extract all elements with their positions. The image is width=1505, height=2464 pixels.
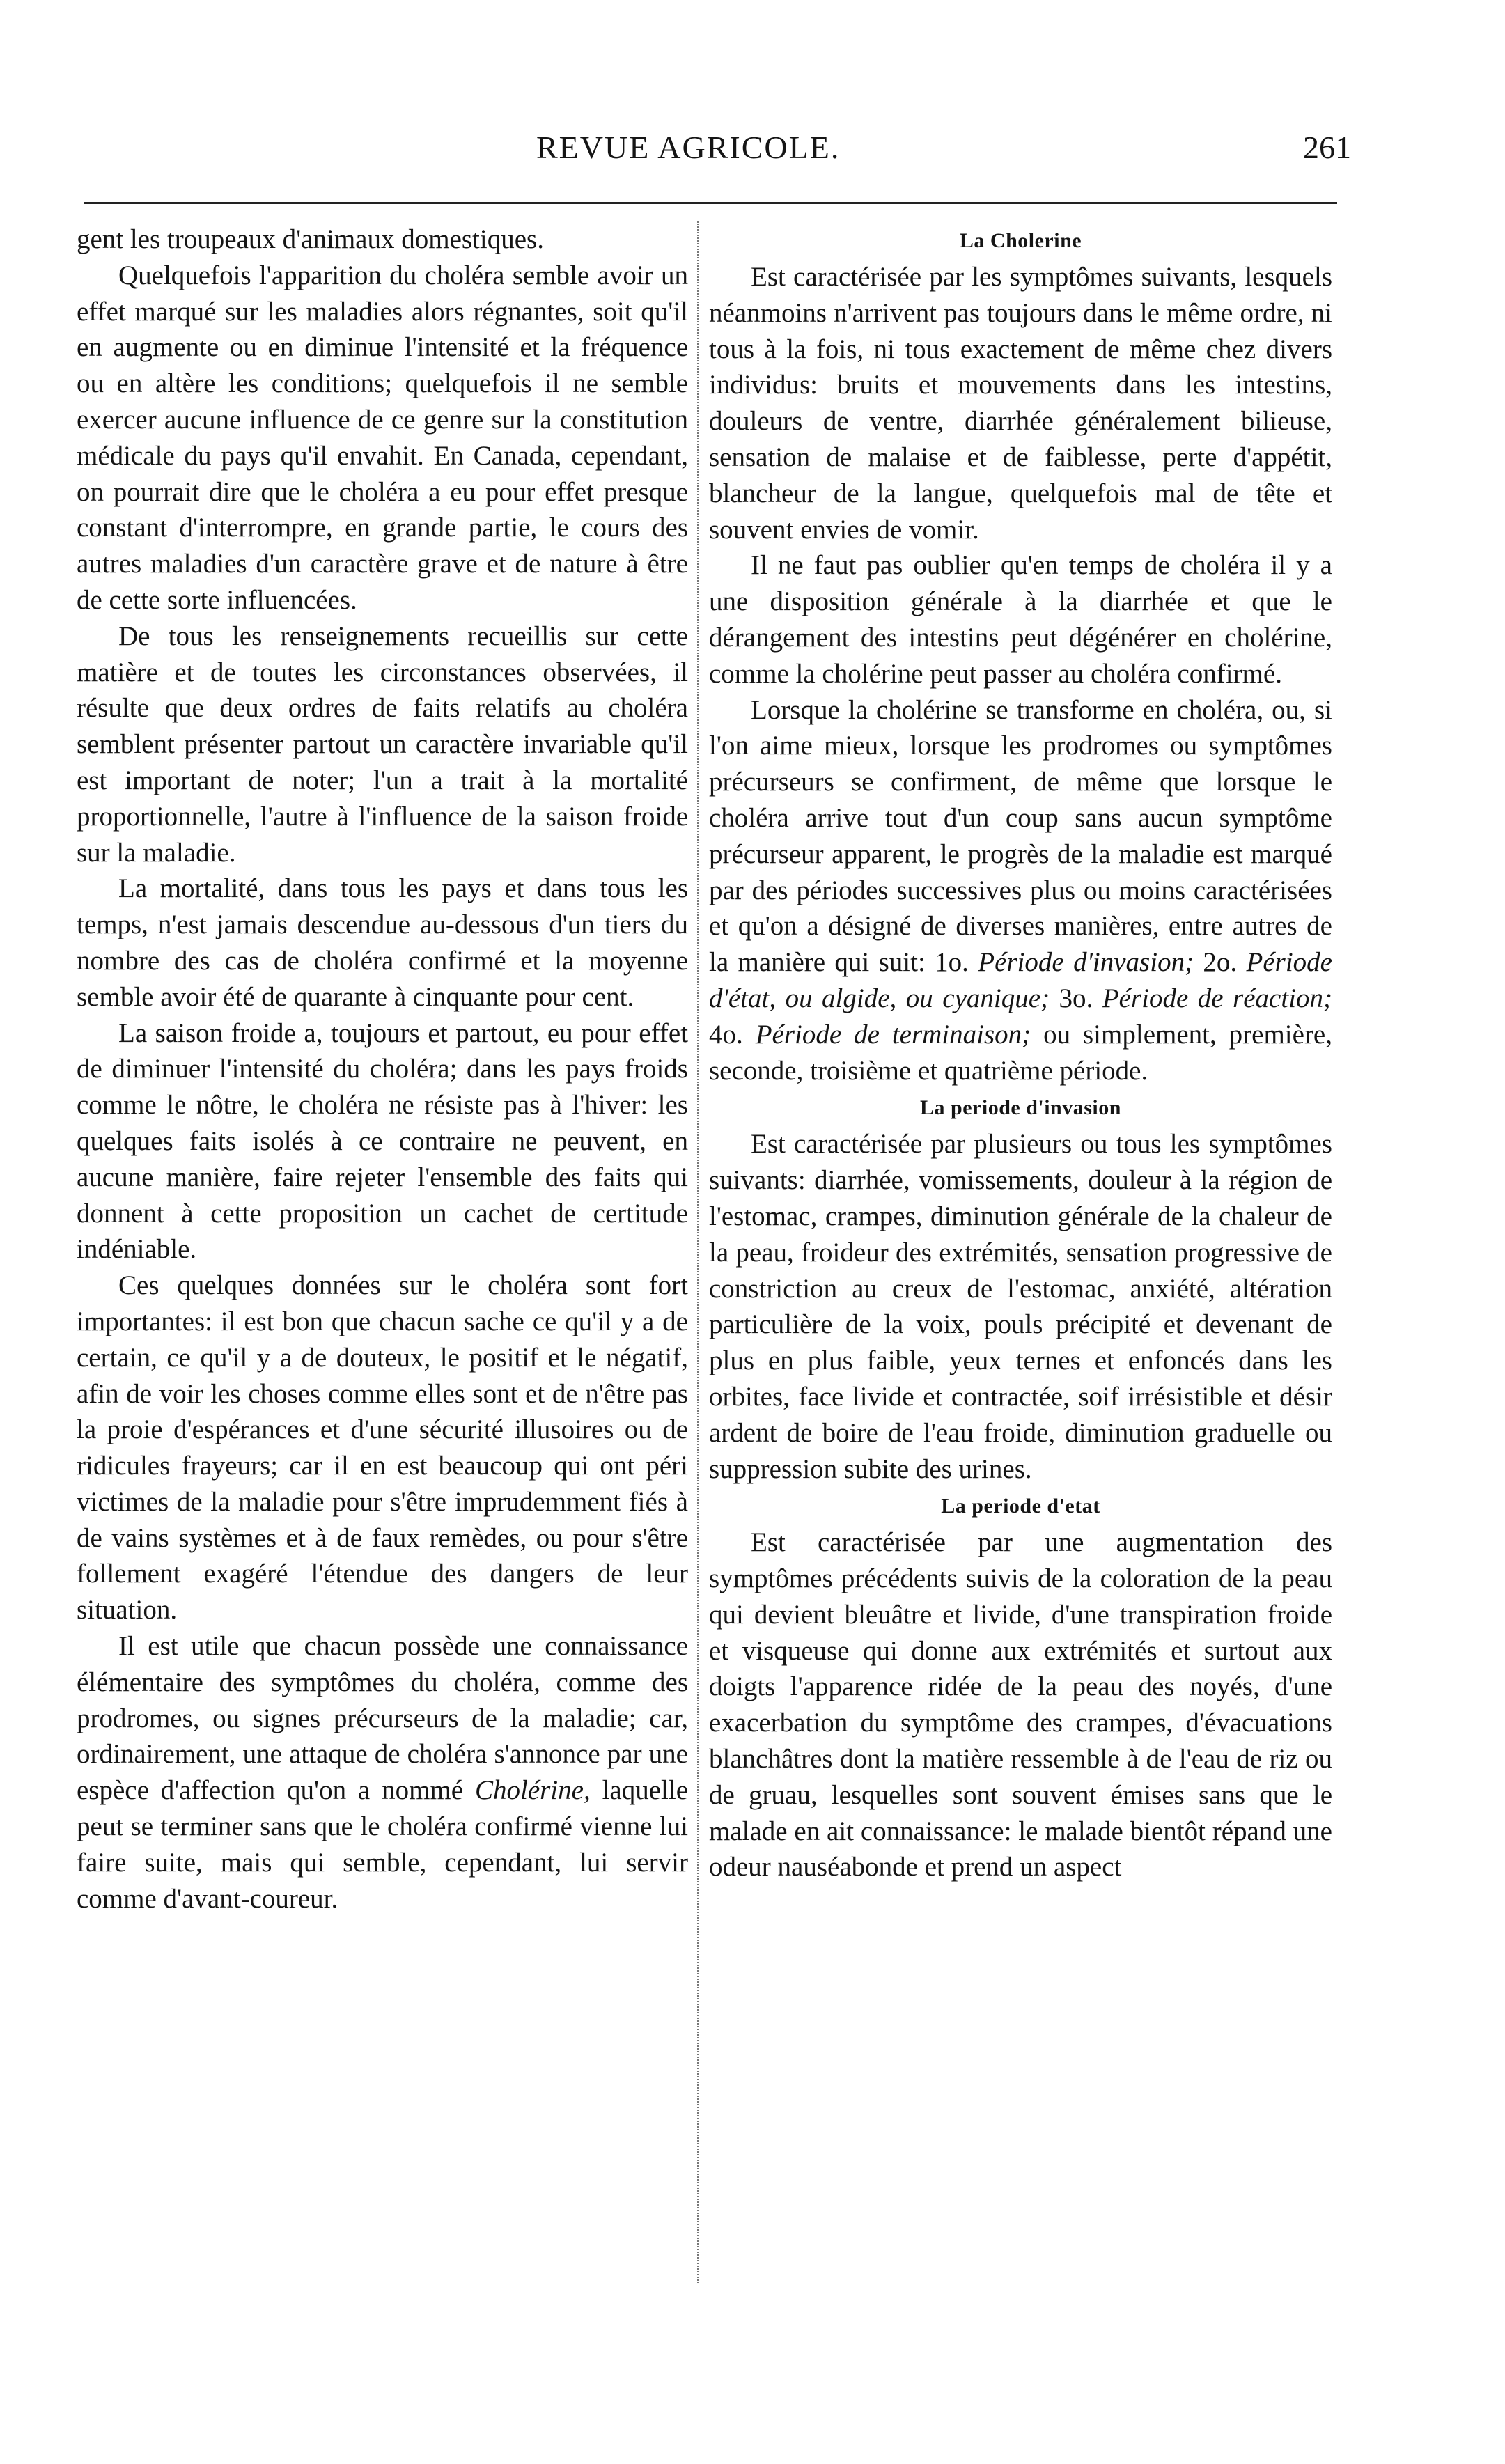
page-number: 261 — [1303, 130, 1351, 165]
italic-term: Période de terminaison; — [755, 1019, 1031, 1050]
page-header — [77, 129, 1351, 185]
text-run: laquelle peut se terminer sans que le choléra confirmé vienne lui faire suite, mais qui semble, cependant, lui servir comme d'avant-coureur. — [77, 1775, 689, 1914]
section-heading: La Cholerine — [959, 229, 1082, 252]
paragraph: Est caractérisée par les symptômes suivants, lesquels néanmoins n'arrivent pas toujours dans le même ordre, ni tous à la fois, ni tous exactement de même chez divers individus: bruits et mouvements dans les intestins, douleurs de ventre, diarrhée généralement bilieuse, sensation de malaise et de faiblesse, perte d'appétit, blancheur de la langue, quelquefois mal de tête et souvent envies de vomir. — [709, 262, 1332, 545]
paragraph: Est caractérisée par plusieurs ou tous les symptômes suivants: diarrhée, vomissements, douleur à la région de l'estomac, crampes, diminution générale de la chaleur de la peau, froideur des extrémités, sensation progressive de constriction au creux de l'estomac, anxiété, altération particulière de la voix, pouls précipité et devenant de plus en plus faible, yeux ternes et enfoncés dans les orbites, face livide et contractée, soif irrésistible et désir ardent de boire de l'eau froide, diminution graduelle ou suppression subite des urines. — [709, 1129, 1332, 1484]
column-divider — [697, 221, 699, 2283]
text-run: 2o. — [1194, 947, 1247, 978]
paragraph: La saison froide a, toujours et partout, eu pour effet de diminuer l'intensité du choléra; dans les pays froids comme le nôtre, le choléra ne résiste pas à l'hiver: les quelques faits isolés à ce contraire ne peuvent, en aucune manière, faire rejeter l'ensemble des faits qui donnent à cette proposition un cachet de certitude indéniable. — [77, 1017, 688, 1265]
paragraph — [709, 692, 1332, 1089]
header-rule — [84, 202, 1337, 204]
paragraph: De tous les renseignements recueillis sur cette matière et de toutes les circonstances observées, il résulte que deux ordres de faits relatifs au choléra semblent présenter partout un caractère invariable qu'il est important de noter; l'un a trait à la mortalité proportionnelle, l'autre à l'influence de la saison froide sur la maladie. — [77, 621, 688, 868]
right-column — [709, 221, 1332, 1885]
paragraph: La mortalité, dans tous les pays et dans tous les temps, n'est jamais descendue au-dessous d'un tiers du nombre des cas de choléra confirmé et la moyenne semble avoir été de quarante à cinquante pour cent. — [77, 873, 688, 1012]
section-heading: La periode d'invasion — [920, 1096, 1121, 1120]
running-title: REVUE AGRICOLE. — [536, 130, 841, 165]
text-run: Il est utile que chacun possède une connaissance élémentaire des symptômes du choléra, comme des prodromes, ou signes précurseurs de la maladie; car, ordinairement, une attaque de choléra s'annonce par une espèce d'affection qu'on a nommé — [77, 1631, 688, 1806]
text-run: 3o. — [1050, 983, 1102, 1013]
paragraph: Il ne faut pas oublier qu'en temps de choléra il y a une disposition générale à la diarrhée et que le dérangement des intestins peut dégénérer en cholérine, comme la cholérine peut passer au choléra confirmé. — [709, 550, 1332, 689]
italic-term: Cholérine, — [474, 1775, 591, 1806]
paragraph: Est caractérisée par une augmentation des symptômes précédents suivis de la coloration de la peau qui devient bleuâtre et livide, d'une transpiration froide et visqueuse qui donne aux extrémités et surtout aux doigts l'apparence ridée de la peau des noyés, d'une exacerbation du symptôme des crampes, d'évacuations blanchâtres dont la matière ressemble à de l'eau de riz ou de gruau, lesquelles sont souvent émises sans que le malade en ait connaissance: le malade bientôt répand une odeur nauséabonde et prend un aspect — [709, 1527, 1332, 1882]
italic-term: Période d'invasion; — [978, 947, 1194, 978]
italic-term: Période de réaction; — [1102, 983, 1333, 1013]
paragraph: Quelquefois l'apparition du choléra semble avoir un effet marqué sur les maladies alors régnantes, soit qu'il en augmente ou en diminue l'intensité et la fréquence ou en altère les conditions; quelquefois il ne semble exercer aucune influence de ce genre sur la constitution médicale du pays qu'il envahit. En Canada, cependant, on pourrait dire que le choléra a eu pour effet presque constant d'interrompre, en grande partie, le cours des autres maladies d'un caractère grave et de nature à être de cette sorte influencées. — [77, 260, 688, 615]
paragraph: gent les troupeaux d'animaux domestiques. — [77, 224, 544, 254]
left-column — [77, 221, 688, 1917]
text-run: Lorsque la cholérine se transforme en choléra, ou, si l'on aime mieux, lorsque les prodromes ou symptômes précurseurs se confirment, de même que lorsque le choléra arrive tout d'un coup sans aucun symptôme précurseur apparent, le progrès de la maladie est marqué par des périodes successives plus ou moins caractérisées et qu'on a désigné de diverses manières, entre autres de la manière qui suit: 1o. — [709, 694, 1332, 978]
italic-term: Période d'état, ou algide, ou cyanique; — [709, 947, 1332, 1013]
text-run: 4o. — [709, 1019, 756, 1050]
paragraph — [77, 1628, 688, 1917]
paragraph: Ces quelques données sur le choléra sont fort importantes: il est bon que chacun sache ce qu'il y a de certain, ce qu'il y a de douteux, le positif et le négatif, afin de voir les choses comme elles sont et de n'être pas la proie d'espérances et d'une sécurité illusoires ou de ridicules frayeurs; car il en est beaucoup qui ont péri victimes de la maladie pour s'être imprudemment fiés à de vains systèmes et à de faux remèdes, ou pour s'être follement exagéré l'étendue des dangers de leur situation. — [77, 1270, 688, 1625]
section-heading: La periode d'etat — [941, 1495, 1100, 1518]
text-run: ou simplement, première, seconde, troisième et quatrième période. — [709, 1019, 1332, 1086]
